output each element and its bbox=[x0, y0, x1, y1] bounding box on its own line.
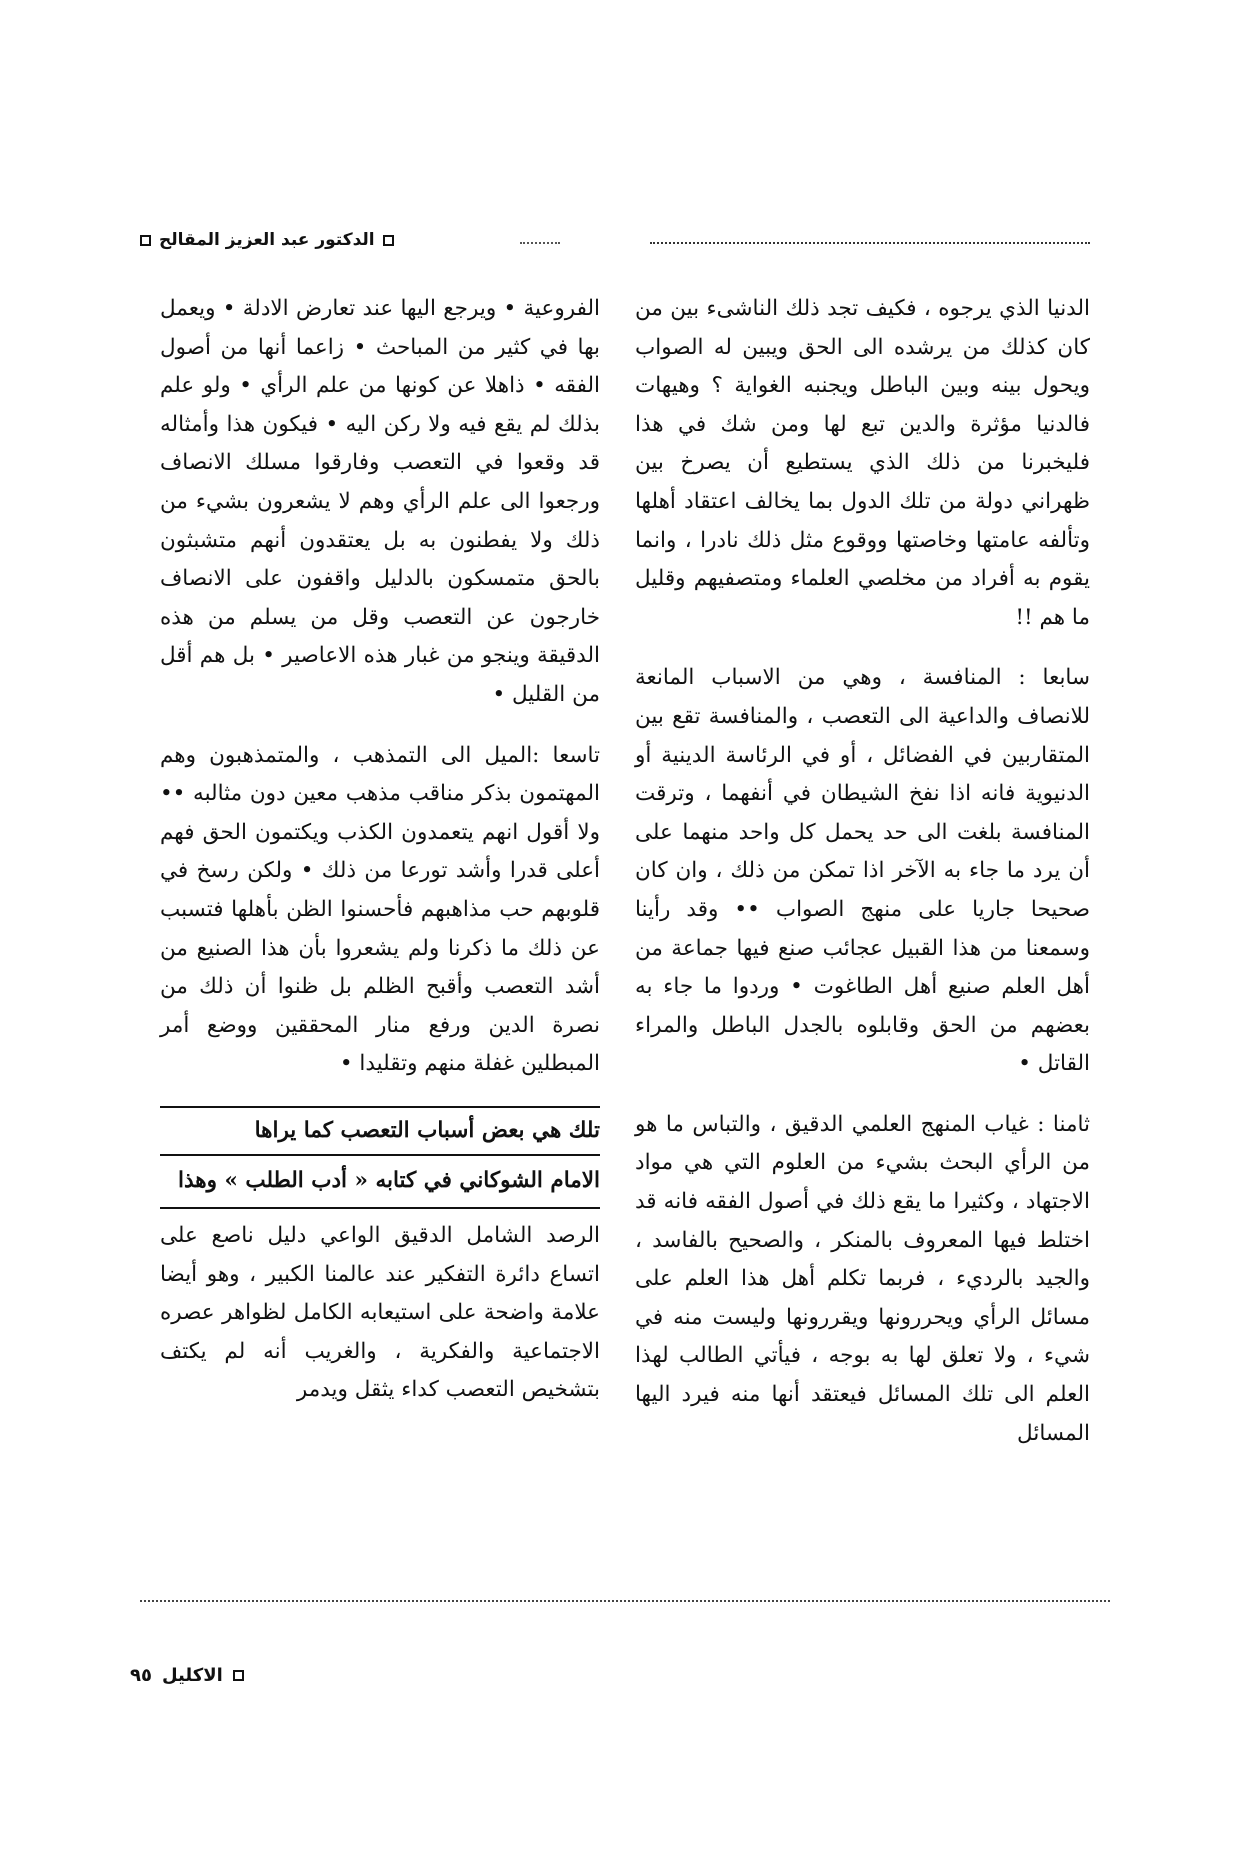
paragraph: ثامنا : غياب المنهج العلمي الدقيق ، والتباس ما هو من الرأي البحث بشيء من العلوم التي هي مواد الاجتهاد ، وكثيرا ما يقع ذلك في أصول الفقه فانه قد اختلط فيها المعروف بالمنكر ، والصحيح بالفاسد ، والجيد بالرديء ، فربما تكلم أهل هذا العلم على مسائل الرأي ويحررونها ويقررونها وليست منه في شيء ، ولا تعلق لها به بوجه ، فيأتي الطالب لهذا العلم الى تلك المسائل فيعتقد أنها منه فيرد اليها المسائل bbox=[635, 1111, 1090, 1446]
header-title-group bbox=[140, 230, 394, 250]
square-ornament-icon bbox=[140, 235, 151, 246]
paragraph: الدنيا الذي يرجوه ، فكيف تجد ذلك الناشىء بين من كان كذلك من يرشده الى الحق ويبين له الصواب ويحول بينه وبين الباطل ويجنبه الغواية ؟ وهيهات فالدنيا مؤثرة والدين تبع لها ومن شك في هذا فليخبرنا من ذلك الذي يستطيع أن يصرخ بين ظهراني دولة من تلك الدول بما يخالف اعتقاد أهلها وتألفه عامتها وخاصتها ووقوع مثل ذلك نادرا ، وانما يقوم به أفراد من مخلصي العلماء ومتصفيهم وقليل ما هم !! bbox=[635, 296, 1090, 630]
paragraph: سابعا : المنافسة ، وهي من الاسباب المانعة للانصاف والداعية الى التعصب ، والمنافسة تقع بين المتقاربين في الفضائل ، أو في الرئاسة الدينية أو الدنيوية فانه اذا نفخ الشيطان في أنفهما ، وترقت المنافسة بلغت الى حد يحمل كل واحد منهما على أن يرد ما جاء به الآخر اذا تمكن من ذلك ، وان كان صحيحا جاريا على منهج الصواب •• وقد رأينا وسمعنا من هذا القبيل عجائب صنع فيها جماعة من أهل العلم صنيع أهل الطاغوت • وردوا ما جاء به بعضهم من الحق وقابلوه بالجدل الباطل والمراء القاتل • bbox=[635, 665, 1090, 1077]
boxed-line: الامام الشوكاني في كتابه « أدب الطلب » وهذا bbox=[160, 1154, 600, 1201]
right-column bbox=[635, 290, 1090, 1453]
header-dotted-rule-short bbox=[520, 242, 560, 244]
journal-name: الاكليل bbox=[161, 1665, 223, 1686]
author-name: الدكتور عبد العزيز المقالح bbox=[159, 230, 375, 250]
left-column bbox=[160, 290, 600, 1410]
page-footer bbox=[130, 1665, 244, 1686]
boxed-line: تلك هي بعض أسباب التعصب كما يراها bbox=[254, 1117, 600, 1143]
running-header bbox=[140, 230, 1090, 260]
square-ornament-icon bbox=[383, 235, 394, 246]
paragraph: تاسعا :الميل الى التمذهب ، والمتمذهبون وهم المهتمون بذكر مناقب مذهب معين دون مثالبه •• ولا أقول انهم يتعمدون الكذب ويكتمون الحق فهم أعلى قدرا وأشد تورعا من ذلك • ولكن رسخ في قلوبهم حب مذاهبهم فأحسنوا الظن بأهلها فتسبب عن ذلك ما ذكرنا ولم يشعروا بأن هذا الصنيع من أشد التعصب وأقبح الظلم بل ظنوا أن ذلك من نصرة الدين ورفع منار المحققين ووضع أمر المبطلين غفلة منهم وتقليدا • bbox=[160, 742, 600, 1077]
header-dotted-rule bbox=[650, 242, 1090, 244]
page-number: ٩٥ bbox=[130, 1665, 152, 1686]
square-ornament-icon bbox=[233, 1670, 244, 1681]
paragraph: الرصد الشامل الدقيق الواعي دليل ناصع على اتساع دائرة التفكير عند عالمنا الكبير ، وهو أيضا علامة واضحة على استيعابه الكامل لظواهر عصره الاجتماعية والفكرية ، والغريب أنه لم يكتف بتشخيص التعصب كداء يثقل ويدمر bbox=[160, 1223, 600, 1403]
footer-dotted-rule bbox=[140, 1600, 1110, 1602]
paragraph: الفروعية • ويرجع اليها عند تعارض الادلة • ويعمل بها في كثير من المباحث • زاعما أنها من أصول الفقه • ذاهلا عن كونها من علم الرأي • ولو علم بذلك لم يقع فيه ولا ركن اليه • فيكون هذا وأمثاله قد وقعوا في التعصب وفارقوا مسلك الانصاف ورجعوا الى علم الرأي وهم لا يشعرون بشيء من ذلك ولا يفطنون به بل يعتقدون أنهم متشبثون بالحق متمسكون بالدليل واقفون على الانصاف خارجون عن التعصب وقل من يسلم من هذه الدقيقة وينجو من غبار هذه الاعاصير • بل هم أقل من القليل • bbox=[160, 296, 600, 707]
boxed-highlight bbox=[160, 1106, 600, 1209]
